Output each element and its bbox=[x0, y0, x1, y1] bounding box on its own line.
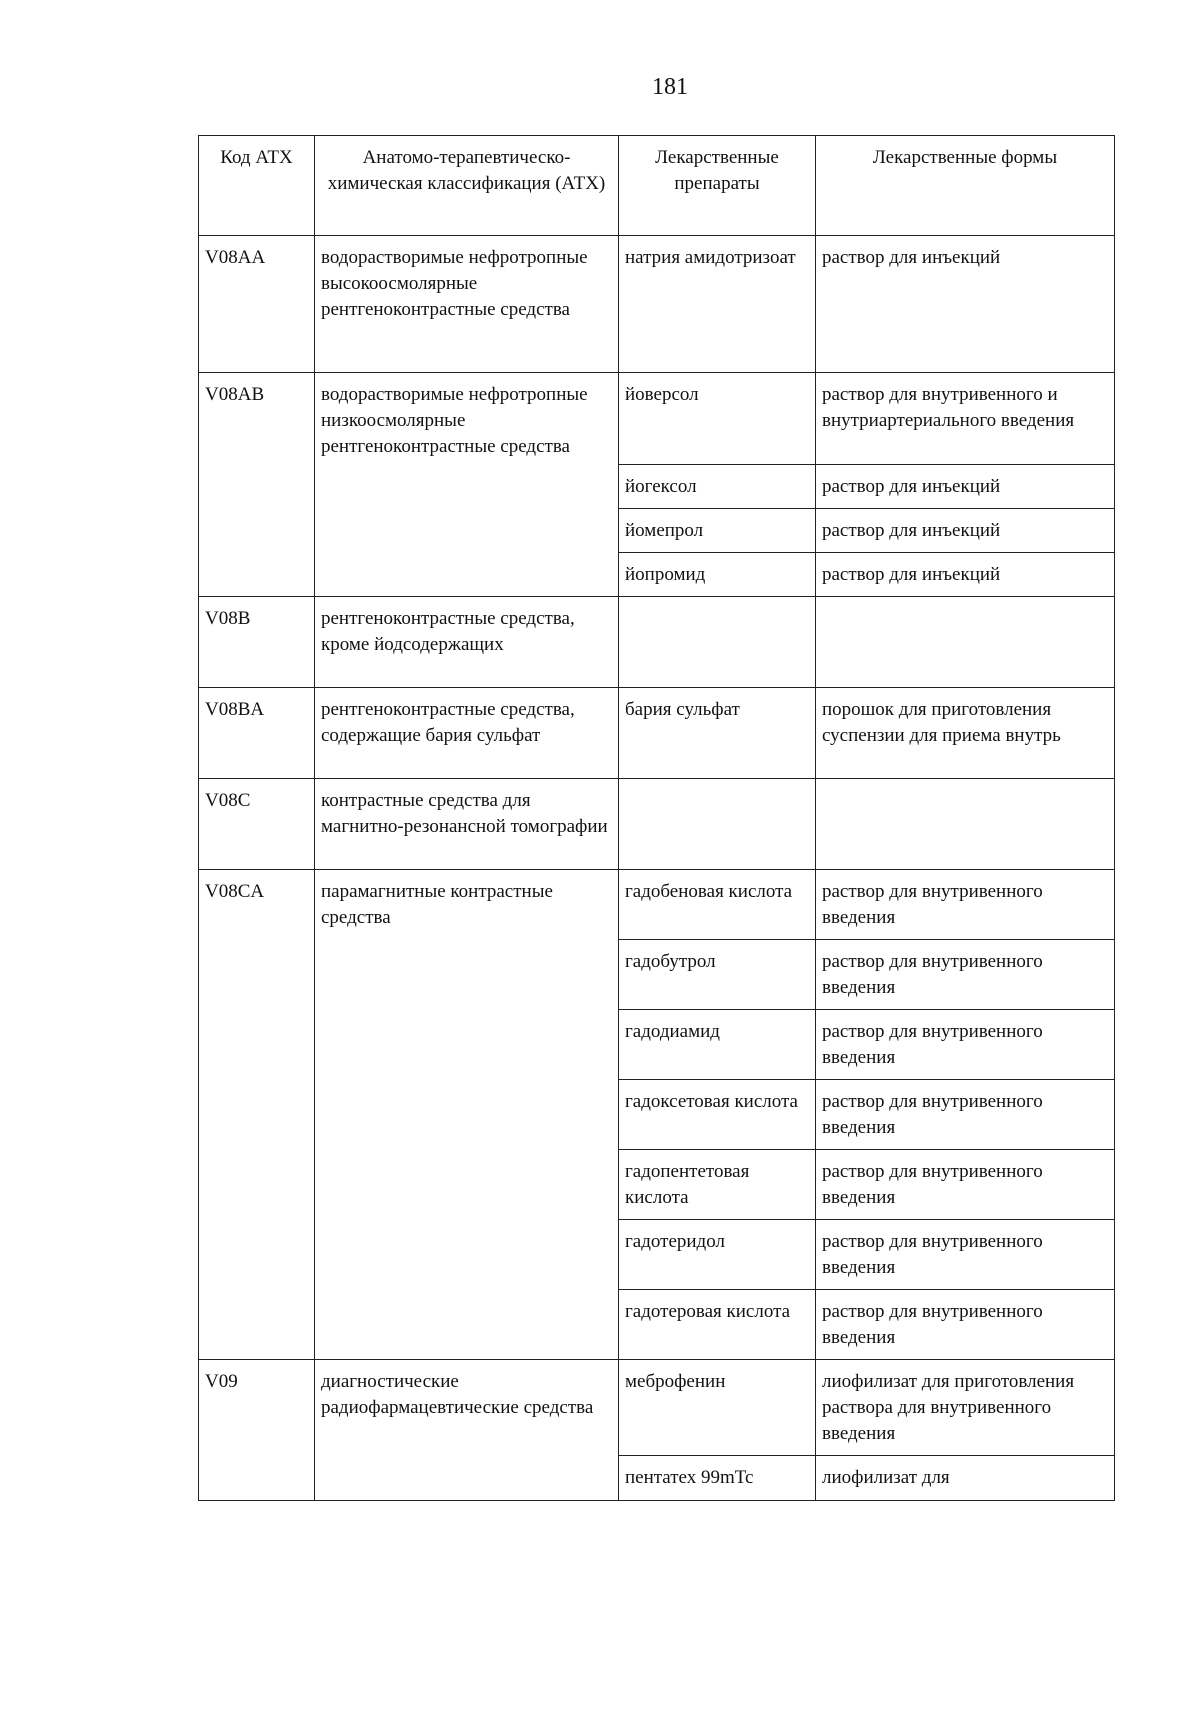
table-row bbox=[199, 688, 1115, 779]
cell-dosage-form: лиофилизат для приготовления раствора для внутривенного введения bbox=[816, 1360, 1115, 1456]
table-row bbox=[199, 597, 1115, 688]
cell-atc-code: V08AA bbox=[199, 236, 315, 373]
table-row bbox=[199, 1360, 1115, 1456]
cell-drug: бария сульфат bbox=[619, 688, 816, 779]
cell-atc-code: V08CA bbox=[199, 870, 315, 1360]
cell-dosage-form: раствор для внутривенного и внутриартериального введения bbox=[816, 373, 1115, 465]
table-row bbox=[199, 870, 1115, 940]
cell-drug: натрия амидотризоат bbox=[619, 236, 816, 373]
cell-atc-code: V08BA bbox=[199, 688, 315, 779]
cell-dosage-form: раствор для внутривенного введения bbox=[816, 1010, 1115, 1080]
cell-atc-code: V08C bbox=[199, 779, 315, 870]
cell-drug: йогексол bbox=[619, 465, 816, 509]
cell-dosage-form bbox=[816, 779, 1115, 870]
cell-drug: гадопентетовая кислота bbox=[619, 1150, 816, 1220]
cell-dosage-form: лиофилизат для bbox=[816, 1456, 1115, 1501]
cell-drug: йоверсол bbox=[619, 373, 816, 465]
cell-drug: пентатех 99mTc bbox=[619, 1456, 816, 1501]
table-row bbox=[199, 236, 1115, 373]
cell-drug bbox=[619, 597, 816, 688]
cell-dosage-form: раствор для инъекций bbox=[816, 509, 1115, 553]
cell-drug: гадодиамид bbox=[619, 1010, 816, 1080]
cell-dosage-form: раствор для внутривенного введения bbox=[816, 1220, 1115, 1290]
cell-dosage-form: раствор для инъекций bbox=[816, 236, 1115, 373]
cell-dosage-form: раствор для внутривенного введения bbox=[816, 1080, 1115, 1150]
cell-drug: меброфенин bbox=[619, 1360, 816, 1456]
cell-drug: гадотеровая кислота bbox=[619, 1290, 816, 1360]
cell-classification: парамагнитные контрастные средства bbox=[315, 870, 619, 1360]
cell-classification: водорастворимые нефротропные низкоосмолярные рентгеноконтрастные средства bbox=[315, 373, 619, 597]
header-forms: Лекарственные формы bbox=[816, 136, 1115, 236]
cell-drug: йопромид bbox=[619, 553, 816, 597]
cell-drug: гадобутрол bbox=[619, 940, 816, 1010]
cell-drug: гадотеридол bbox=[619, 1220, 816, 1290]
cell-classification: рентгеноконтрастные средства, содержащие бария сульфат bbox=[315, 688, 619, 779]
cell-classification: контрастные средства для магнитно-резонансной томографии bbox=[315, 779, 619, 870]
cell-classification: диагностические радиофармацевтические средства bbox=[315, 1360, 619, 1501]
cell-dosage-form: раствор для инъекций bbox=[816, 465, 1115, 509]
cell-dosage-form: порошок для приготовления суспензии для приема внутрь bbox=[816, 688, 1115, 779]
cell-dosage-form: раствор для внутривенного введения bbox=[816, 1290, 1115, 1360]
cell-dosage-form: раствор для внутривенного введения bbox=[816, 940, 1115, 1010]
header-drugs: Лекарственные препараты bbox=[619, 136, 816, 236]
cell-drug: йомепрол bbox=[619, 509, 816, 553]
cell-dosage-form bbox=[816, 597, 1115, 688]
cell-atc-code: V08B bbox=[199, 597, 315, 688]
header-classification: Анатомо-терапевтическо-химическая классификация (АТХ) bbox=[315, 136, 619, 236]
cell-atc-code: V09 bbox=[199, 1360, 315, 1501]
cell-drug: гадобеновая кислота bbox=[619, 870, 816, 940]
table-header-row bbox=[199, 136, 1115, 236]
table-row bbox=[199, 779, 1115, 870]
cell-dosage-form: раствор для инъекций bbox=[816, 553, 1115, 597]
cell-dosage-form: раствор для внутривенного введения bbox=[816, 870, 1115, 940]
table-body bbox=[199, 236, 1115, 1501]
cell-atc-code: V08AB bbox=[199, 373, 315, 597]
cell-drug: гадоксетовая кислота bbox=[619, 1080, 816, 1150]
cell-classification: водорастворимые нефротропные высокоосмолярные рентгеноконтрастные средства bbox=[315, 236, 619, 373]
table-row bbox=[199, 373, 1115, 465]
cell-drug bbox=[619, 779, 816, 870]
atc-table bbox=[198, 135, 1115, 1501]
cell-dosage-form: раствор для внутривенного введения bbox=[816, 1150, 1115, 1220]
header-code: Код АТХ bbox=[199, 136, 315, 236]
cell-classification: рентгеноконтрастные средства, кроме йодсодержащих bbox=[315, 597, 619, 688]
page-number: 181 bbox=[652, 74, 688, 100]
